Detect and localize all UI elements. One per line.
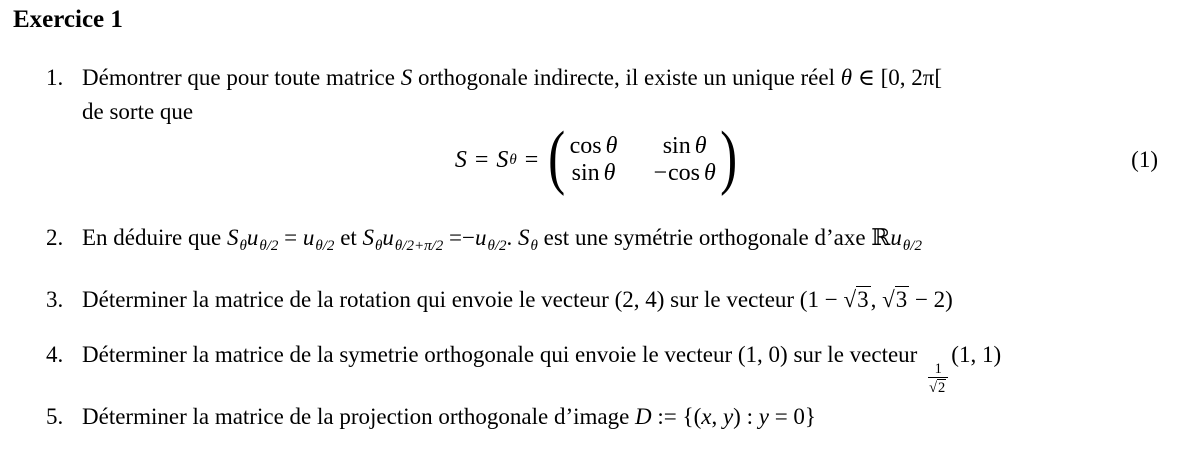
text-run: et	[334, 225, 363, 250]
text-run: − 2)	[909, 287, 953, 312]
item-5-body	[82, 400, 1180, 434]
text-run: sur le vecteur	[787, 342, 924, 367]
math-var-theta: θ	[840, 65, 853, 90]
radical-sign: √	[882, 287, 895, 312]
item-1-body	[82, 61, 1180, 129]
fraction-denominator	[928, 377, 948, 396]
equation-1	[454, 116, 739, 197]
matrix-cell-12	[663, 133, 707, 160]
sqrt-radical	[843, 286, 870, 312]
radicand: 2	[938, 380, 946, 396]
right-paren: )	[719, 116, 737, 197]
cos-function: cos	[668, 160, 700, 186]
math-var-theta: θ	[694, 133, 707, 159]
radical-sign: √	[929, 380, 938, 396]
math-var-S: S	[454, 146, 467, 173]
matrix-cell-11	[570, 133, 618, 160]
equals-sign: =	[524, 146, 539, 173]
text-run: Déterminer la matrice de la symetrie orthogonale qui envoie le vecteur	[82, 342, 738, 367]
item-2-number: 2.	[46, 225, 64, 250]
math-sub: θ/2	[902, 238, 922, 254]
math-var-u: u	[246, 225, 259, 250]
text-run: ) :	[733, 404, 759, 429]
item-4-number: 4.	[46, 342, 64, 367]
equals-minus-sign: =−	[443, 225, 475, 250]
vector-literal: (1, 0)	[737, 342, 788, 367]
math-var-S: S	[226, 225, 239, 250]
blackboard-R: ℝ	[871, 225, 891, 250]
math-sub: θ/2	[259, 238, 279, 254]
vector-literal: (1, 1)	[951, 342, 1002, 367]
math-var-y: y	[758, 404, 769, 429]
radicand: 3	[895, 287, 908, 312]
item-1-number: 1.	[46, 65, 64, 90]
math-var-y: y	[722, 404, 734, 429]
item-2-body	[82, 221, 1180, 263]
sqrt-radical	[882, 286, 909, 312]
equals-sign: =	[278, 225, 303, 250]
math-sub: θ/2	[487, 238, 507, 254]
cos-function: cos	[569, 133, 602, 159]
text-run: Déterminer la matrice de la rotation qui envoie le vecteur	[82, 287, 615, 312]
text-run: 1 −	[807, 287, 844, 312]
item-1-line2: de sorte que	[82, 99, 194, 124]
text-run: Déterminer la matrice de la projection orthogonale d’image	[82, 404, 636, 429]
math-var-x: x	[701, 404, 712, 429]
sin-function: sin	[571, 160, 600, 186]
math-var-theta: θ	[704, 160, 716, 186]
text-run: .	[506, 225, 519, 250]
matrix-cell-22	[653, 160, 715, 187]
text-run: Démontrer que pour toute matrice	[82, 65, 401, 90]
text-run: est une symétrie orthogonale d’axe	[537, 225, 872, 250]
matrix-cell-21	[572, 160, 616, 187]
exercise-title: Exercice 1	[13, 6, 123, 33]
math-sub: θ/2+π/2	[394, 238, 444, 254]
math-interval: ∈ [0, 2π[	[852, 65, 943, 90]
math-var-theta: θ	[603, 160, 616, 186]
radical-sign: √	[843, 287, 857, 312]
text-run: := {(	[651, 404, 702, 429]
list-item-4	[46, 338, 1180, 396]
math-sub: θ	[509, 151, 517, 168]
list-item-5	[46, 400, 1180, 434]
list-item-2	[46, 221, 1180, 263]
math-var-u: u	[474, 225, 487, 250]
math-var-u: u	[890, 225, 902, 250]
item-4-body	[82, 338, 1180, 396]
item-3-number: 3.	[46, 287, 64, 312]
text-run: ,	[870, 287, 883, 312]
fraction-1-over-sqrt2	[928, 361, 948, 396]
math-var-theta: θ	[605, 133, 618, 159]
sin-function: sin	[662, 133, 691, 159]
math-var-u: u	[382, 225, 394, 250]
math-sub: θ	[530, 238, 538, 254]
item-5-number: 5.	[46, 404, 64, 429]
math-var-S: S	[518, 225, 530, 250]
fraction-numerator: 1	[934, 361, 942, 377]
text-run: = 0}	[768, 404, 816, 429]
math-sub: θ	[239, 238, 247, 254]
left-paren: (	[548, 116, 566, 197]
text-run: ,	[711, 404, 723, 429]
equation-number: (1)	[1131, 147, 1158, 172]
math-var-S: S	[362, 225, 375, 250]
list-item-3	[46, 283, 1180, 317]
text-run: En déduire que	[82, 225, 227, 250]
math-sub: θ	[375, 238, 383, 254]
radicand: 3	[857, 287, 869, 312]
matrix-2x2	[570, 133, 716, 187]
vector-literal: (2, 4)	[614, 287, 665, 312]
minus-sign: −	[653, 160, 667, 186]
math-var-S-theta: S	[496, 146, 509, 173]
text-run: orthogonale indirecte, il existe un unique réel	[412, 65, 841, 90]
math-var-u: u	[302, 225, 315, 250]
math-var-S: S	[400, 65, 413, 90]
equals-sign: =	[474, 146, 489, 173]
list-item-1	[46, 61, 1180, 129]
equation-block	[0, 116, 1194, 197]
math-var-D: D	[635, 404, 652, 429]
item-3-body	[82, 283, 1180, 317]
text-run: sur le vecteur (	[664, 287, 808, 312]
math-sub: θ/2	[315, 238, 335, 254]
